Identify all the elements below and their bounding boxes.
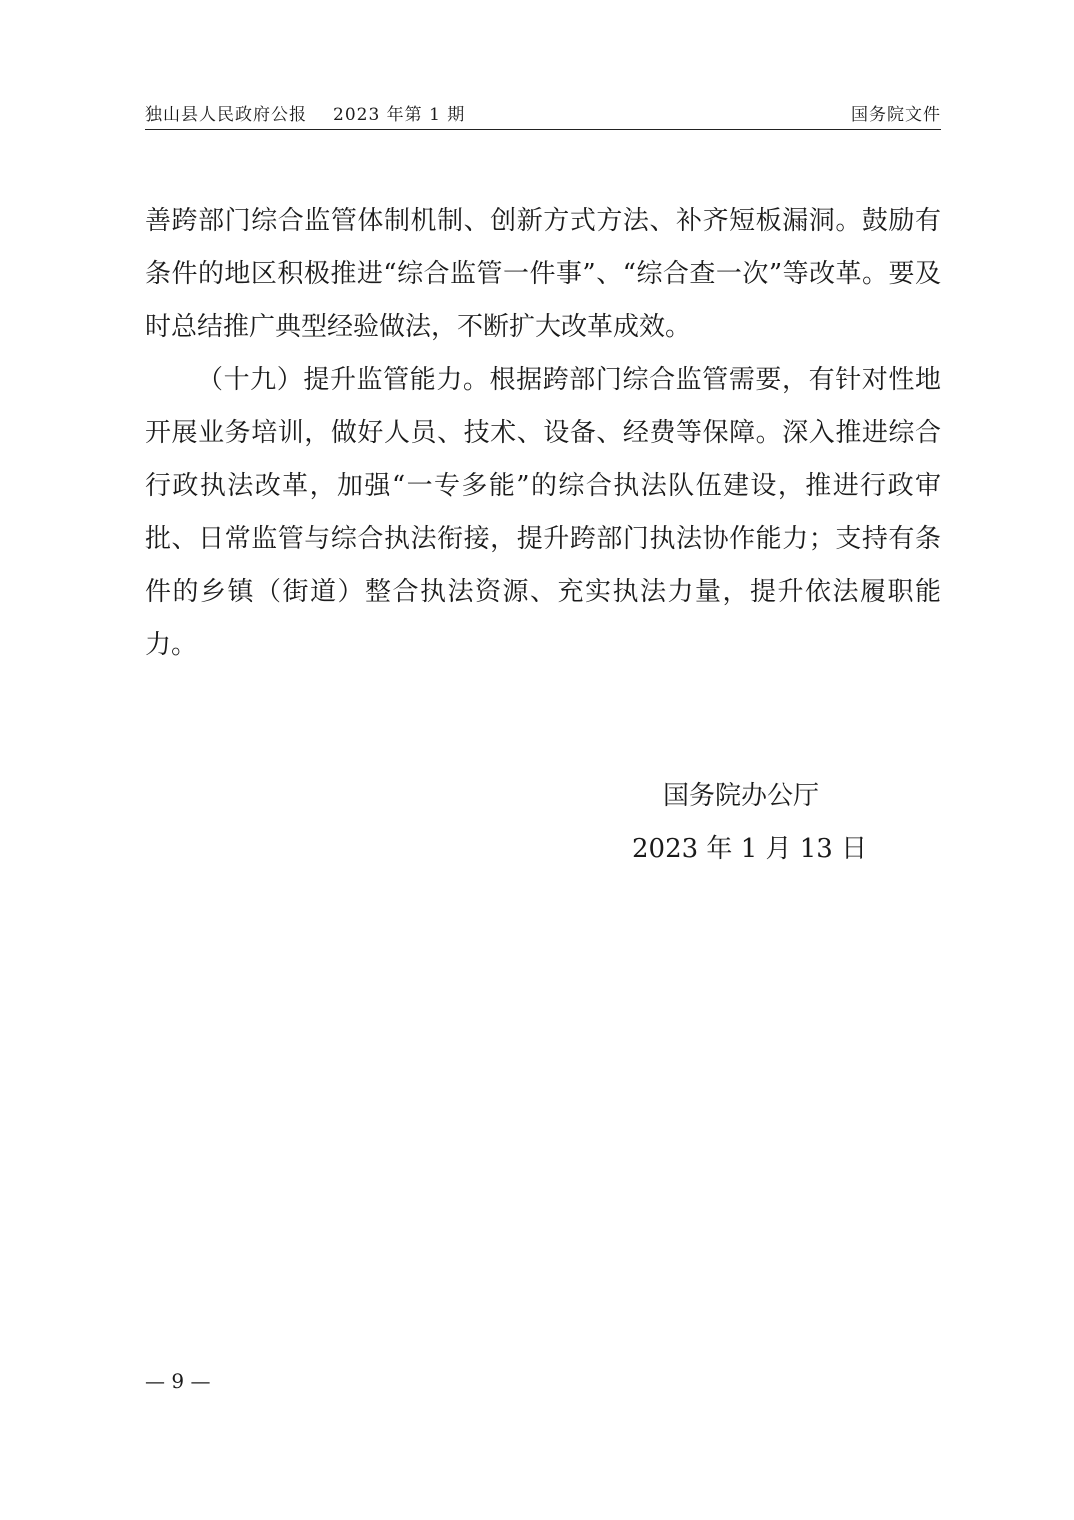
issuing-organization: 国务院办公厅 <box>663 781 820 811</box>
header-left <box>145 103 465 127</box>
paragraph-item-19: （十九）提升监管能力。根据跨部门综合监管需要，有针对性地开展业务培训，做好人员、技术、设备、经费等保障。深入推进综合行政执法改革，加强“一专多能”的综合执法队伍建设，推进行政审批、日常监管与综合执法衔接，提升跨部门执法协作能力；支持有条件的乡镇（街道）整合执法资源、充实执法力量，提升依法履职能力。 <box>145 365 941 660</box>
paragraph-continued: 善跨部门综合监管体制机制、创新方式方法、补齐短板漏洞。鼓励有条件的地区积极推进“综合监管一件事”、“综合查一次”等改革。要及时总结推广典型经验做法，不断扩大改革成效。 <box>145 206 941 342</box>
section-title: 国务院文件 <box>851 105 941 125</box>
page-number: — 9 — <box>145 1369 211 1393</box>
issue-number: 2023 年第 1 期 <box>333 105 466 125</box>
publication-title: 独山县人民政府公报 <box>145 105 307 125</box>
issue-date: 2023 年 1 月 13 日 <box>632 834 868 864</box>
signature-block <box>600 770 900 876</box>
header-rule <box>145 129 941 130</box>
document-body <box>145 195 941 672</box>
running-header <box>145 103 941 127</box>
